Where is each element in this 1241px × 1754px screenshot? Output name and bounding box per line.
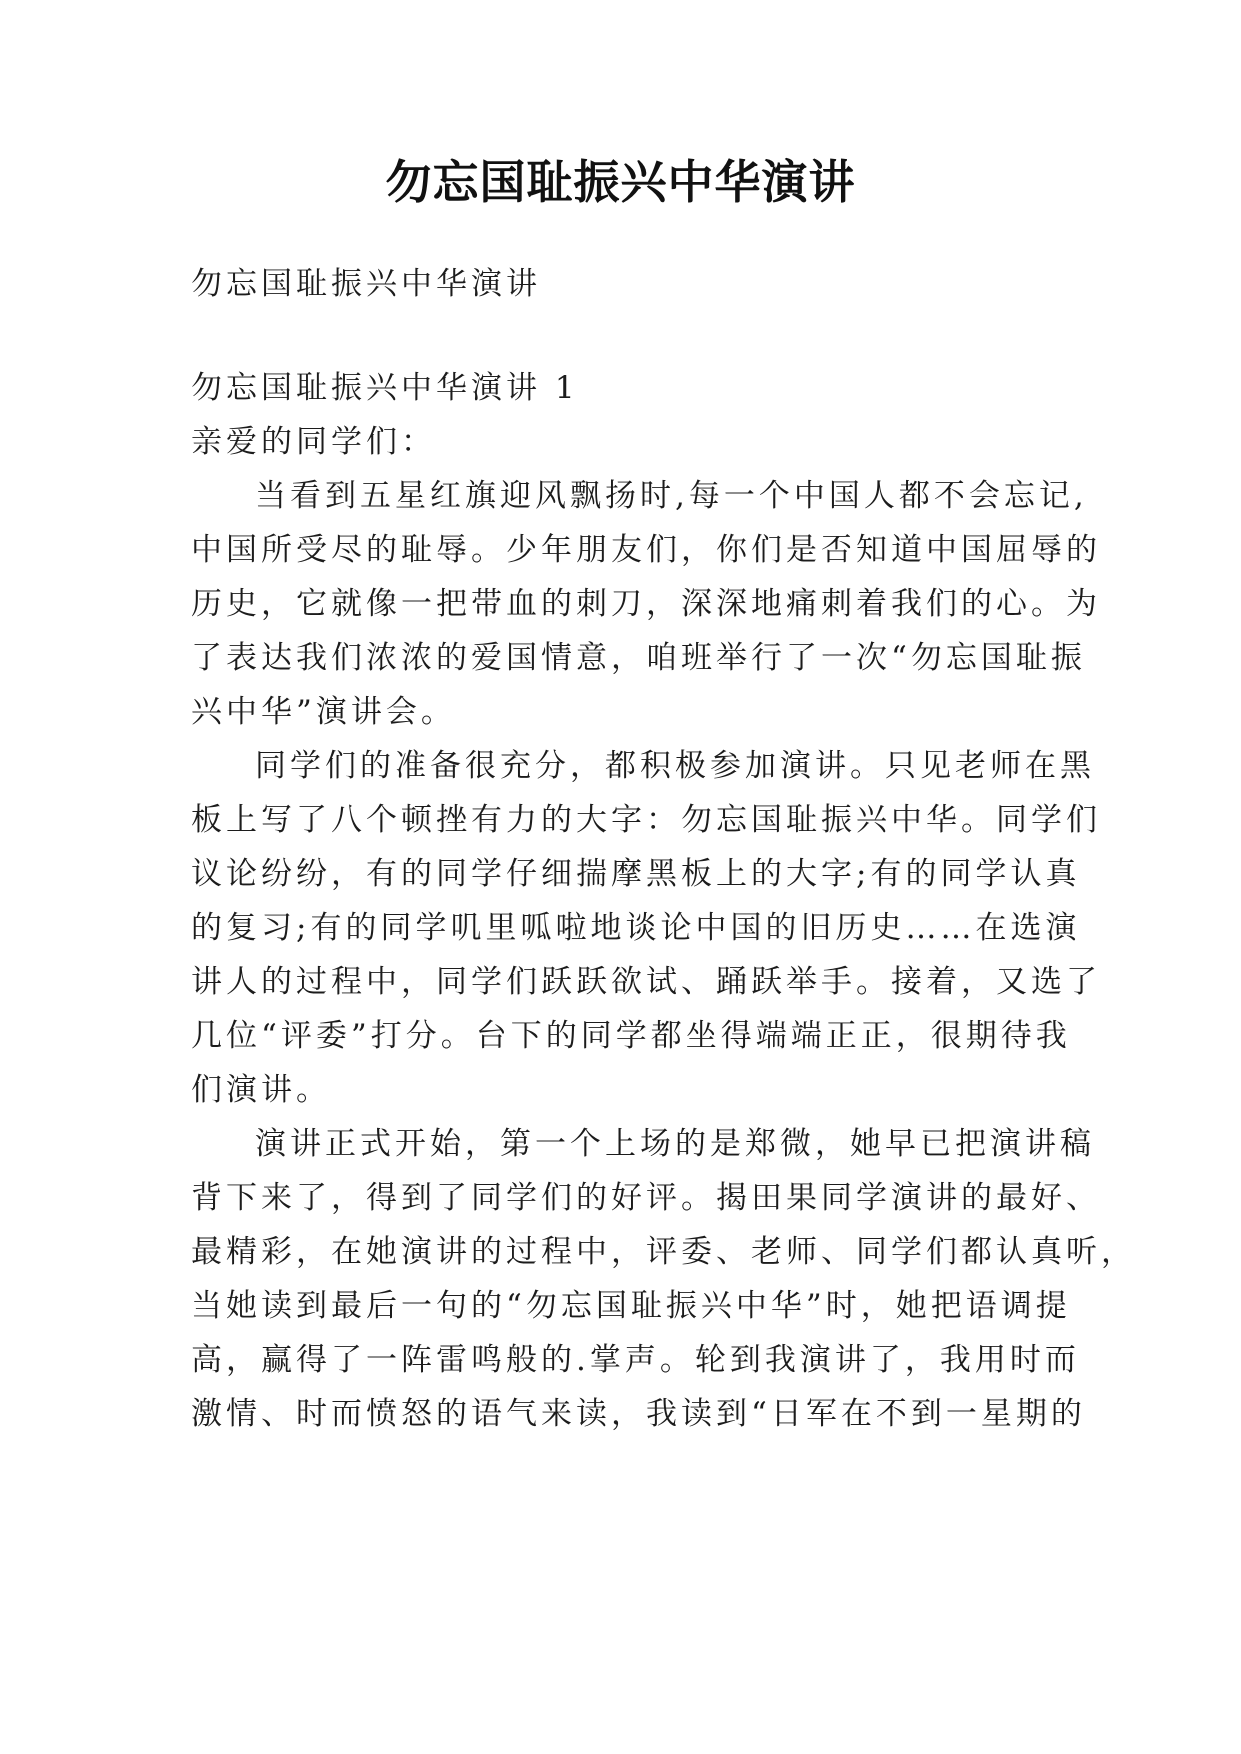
section-heading: 勿忘国耻振兴中华演讲 1 <box>191 370 579 406</box>
paragraph-line: 激情、时而愤怒的语气来读，我读到“日军在不到一星期的 <box>191 1396 1086 1432</box>
paragraph-line: 当看到五星红旗迎风飘扬时,每一个中国人都不会忘记, <box>255 478 1088 514</box>
paragraph-line: 的复习;有的同学叽里呱啦地谈论中国的旧历史……在选演 <box>191 910 1081 946</box>
paragraph-line: 了表达我们浓浓的爱国情意，咱班举行了一次“勿忘国耻振 <box>191 640 1086 676</box>
paragraph-line: 们演讲。 <box>191 1072 331 1108</box>
paragraph-line: 最精彩，在她演讲的过程中，评委、老师、同学们都认真听， <box>191 1234 1136 1270</box>
paragraph-line: 演讲正式开始，第一个上场的是郑微，她早已把演讲稿 <box>255 1126 1095 1162</box>
paragraph-line: 中国所受尽的耻辱。少年朋友们，你们是否知道中国屈辱的 <box>191 532 1101 568</box>
paragraph-line: 高，赢得了一阵雷鸣般的.掌声。轮到我演讲了，我用时而 <box>191 1342 1080 1378</box>
salutation: 亲爱的同学们： <box>191 424 436 460</box>
document-title: 勿忘国耻振兴中华演讲 <box>385 155 856 209</box>
paragraph-line: 背下来了，得到了同学们的好评。揭田果同学演讲的最好、 <box>191 1180 1101 1216</box>
paragraph-line: 当她读到最后一句的“勿忘国耻振兴中华”时，她把语调提 <box>191 1288 1071 1324</box>
paragraph-line: 兴中华”演讲会。 <box>191 694 456 730</box>
paragraph-line: 讲人的过程中，同学们跃跃欲试、踊跃举手。接着，又选了 <box>191 964 1101 1000</box>
paragraph-line: 几位“评委”打分。台下的同学都坐得端端正正，很期待我 <box>191 1018 1071 1054</box>
document-subtitle: 勿忘国耻振兴中华演讲 <box>191 266 541 302</box>
paragraph-line: 板上写了八个顿挫有力的大字：勿忘国耻振兴中华。同学们 <box>191 802 1101 838</box>
paragraph-line: 同学们的准备很充分，都积极参加演讲。只见老师在黑 <box>255 748 1095 784</box>
paragraph-line: 历史，它就像一把带血的刺刀，深深地痛刺着我们的心。为 <box>191 586 1101 622</box>
paragraph-line: 议论纷纷，有的同学仔细揣摩黑板上的大字;有的同学认真 <box>191 856 1081 892</box>
